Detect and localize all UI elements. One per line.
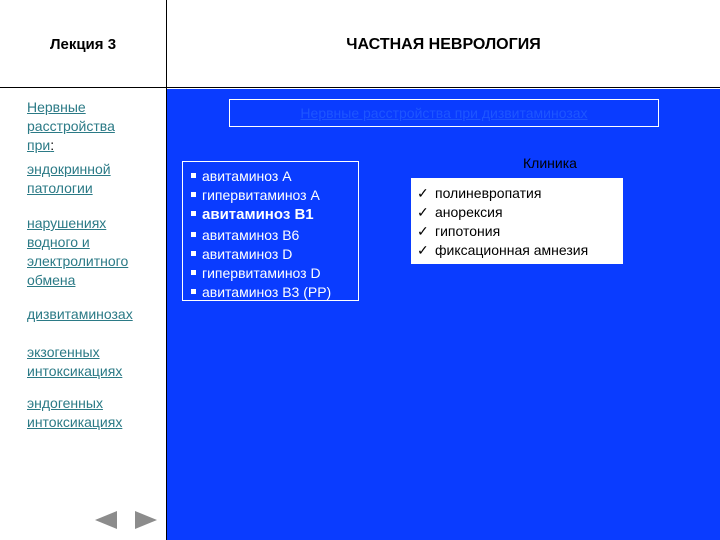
clinic-label: Клиника <box>523 155 577 171</box>
sidebar-item-water-1[interactable]: нарушениях <box>27 215 107 231</box>
square-bullet-icon <box>191 251 196 256</box>
checkmark-icon: ✓ <box>417 223 429 239</box>
sidebar-heading-line2[interactable]: расстройства <box>27 118 115 134</box>
clinic-box <box>411 178 623 264</box>
sidebar-heading-colon: : <box>50 137 55 153</box>
list-item <box>191 227 299 243</box>
square-bullet-icon <box>191 173 196 178</box>
sidebar-item-endocrine-1[interactable]: эндокринной <box>27 161 111 177</box>
clinic-item-text: полиневропатия <box>435 185 542 201</box>
square-bullet-icon <box>191 211 196 216</box>
sidebar-heading-line3[interactable] <box>27 136 54 155</box>
list-item <box>191 246 292 262</box>
prev-slide-icon[interactable] <box>95 511 117 529</box>
list-item-text: авитаминоз D <box>202 246 293 262</box>
vitamin-list <box>182 161 359 301</box>
square-bullet-icon <box>191 232 196 237</box>
clinic-item-text: гипотония <box>435 223 501 239</box>
sidebar-item-water-3[interactable]: электролитного <box>27 253 129 269</box>
square-bullet-icon <box>191 270 196 275</box>
clinic-item-text: анорексия <box>435 204 503 220</box>
checkmark-icon: ✓ <box>417 185 429 201</box>
list-item <box>191 265 321 281</box>
lecture-number: Лекция 3 <box>49 36 117 53</box>
checkmark-icon: ✓ <box>417 204 429 220</box>
page-title: ЧАСТНАЯ НЕВРОЛОГИЯ <box>346 36 541 53</box>
sidebar-item-dysvitaminosis[interactable]: дизвитаминозах <box>27 306 133 322</box>
square-bullet-icon <box>191 289 196 294</box>
clinic-item <box>417 242 588 259</box>
list-item <box>191 187 320 203</box>
clinic-item-text: фиксационная амнезия <box>435 242 589 258</box>
list-item <box>191 168 292 184</box>
list-item-text: гипервитаминоз D <box>202 265 321 281</box>
clinic-item <box>417 185 541 202</box>
square-bullet-icon <box>191 192 196 197</box>
checkmark-icon: ✓ <box>417 242 429 258</box>
clinic-item <box>417 223 500 240</box>
sidebar-item-water-4[interactable]: обмена <box>27 272 76 288</box>
sidebar-heading-line1[interactable]: Нервные <box>27 99 86 115</box>
list-item <box>191 206 314 223</box>
sidebar <box>0 88 166 540</box>
list-item-text: авитаминоз В3 (РР) <box>202 284 332 300</box>
sidebar-item-exogenous-2[interactable]: интоксикациях <box>27 363 123 379</box>
list-item-text: авитаминоз В1 <box>202 206 314 223</box>
sidebar-item-water-2[interactable]: водного и <box>27 234 90 250</box>
section-heading[interactable]: Нервные расстройства при дизвитаминозах <box>229 99 659 127</box>
list-item-text: авитаминоз В6 <box>202 227 300 243</box>
sidebar-heading-word[interactable]: при <box>27 137 51 153</box>
sidebar-item-endogenous-2[interactable]: интоксикациях <box>27 414 123 430</box>
sidebar-item-exogenous-1[interactable]: экзогенных <box>27 344 100 360</box>
sidebar-item-endocrine-2[interactable]: патологии <box>27 180 93 196</box>
list-item <box>191 284 331 300</box>
sidebar-item-endogenous-1[interactable]: эндогенных <box>27 395 103 411</box>
clinic-item <box>417 204 503 221</box>
next-slide-icon[interactable] <box>135 511 157 529</box>
list-item-text: гипервитаминоз А <box>202 187 320 203</box>
list-item-text: авитаминоз А <box>202 168 292 184</box>
content-panel <box>167 89 720 540</box>
